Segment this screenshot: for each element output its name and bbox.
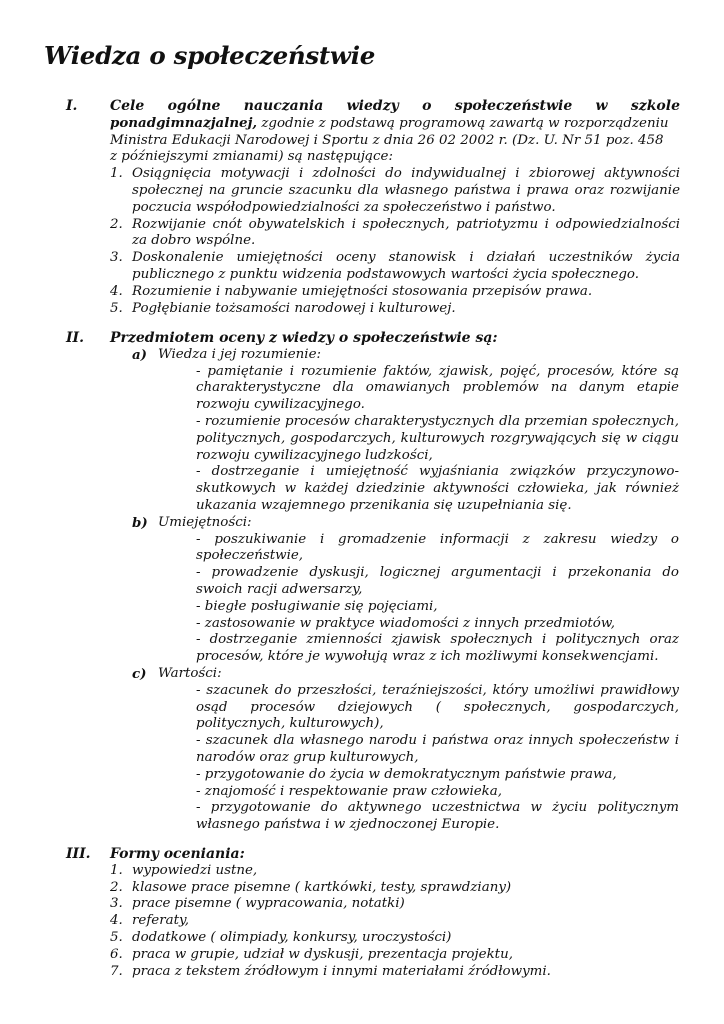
section-3 — [0, 846, 724, 980]
bullet-item: - biegłe posługiwanie się pojęciami, — [196, 598, 438, 614]
list-item: 6. praca w grupie, udział w dyskusji, prezentacja projektu, — [110, 946, 513, 962]
section-intro-3: z późniejszymi zmianami) są następujące: — [110, 149, 393, 165]
bullet-item: - rozumienie procesów charakterystycznych dla przemian społecznych, politycznych, gospodarczych, kulturowych rozgrywających się w ciągu rozwoju cywilizacyjnego ludzkości, — [196, 413, 679, 463]
section-2 — [0, 330, 724, 834]
section-heading: Cele ogólne nauczania wiedzy o społeczeństwie w szkole — [110, 98, 680, 114]
list-item: 2. Rozwijanie cnót obywatelskich i społecznych, patriotyzmu i odpowiedzialności za dobro wspólne. — [110, 216, 680, 249]
page-title: Wiedza o społeczeństwie — [44, 41, 376, 70]
intro-text: zgodnie z podstawą programową zawartą w rozporządzeniu — [257, 115, 669, 131]
list-item: 4. referaty, — [110, 913, 190, 929]
section-heading: Formy oceniania: — [110, 846, 245, 862]
bullet-item: - szacunek dla własnego narodu i państwa oraz innych społeczeństw i narodów oraz grup kulturowych, — [196, 733, 679, 765]
list-item: 2. klasowe prace pisemne ( kartkówki, testy, sprawdziany) — [110, 879, 512, 895]
bullet-item: - poszukiwanie i gromadzenie informacji z zakresu wiedzy o społeczeństwie, — [196, 531, 679, 564]
bullet-item: - dostrzeganie zmienności zjawisk społecznych i politycznych oraz procesów, które je wywołują wraz z ich możliwymi konsekwencjami. — [196, 632, 679, 665]
bullet-item: - znajomość i respektowanie praw człowieka, — [196, 783, 503, 799]
bullet-item: - szacunek do przeszłości, teraźniejszości, który umożliwi prawidłowy osąd procesów dziejowych ( społecznych, gospodarczych, politycznych, kulturowych), — [196, 682, 679, 732]
list-item: 5. dodatkowe ( olimpiady, konkursy, uroczystości) — [110, 929, 452, 945]
section-1 — [0, 98, 724, 317]
bullet-item: - przygotowanie do życia w demokratycznym państwie prawa, — [196, 766, 617, 782]
forms-list — [110, 862, 680, 981]
goals-list — [110, 166, 680, 317]
bullet-item: - przygotowanie do aktywnego uczestnictwa w życiu politycznym własnego państwa i w zjednoczonej Europie. — [196, 800, 679, 833]
section-number: II. — [66, 330, 84, 346]
section-intro-2: Ministra Edukacji Narodowej i Sportu z dnia 26 02 2002 r. (Dz. U. Nr 51 poz. 458 — [110, 132, 664, 148]
bullet-item: - dostrzeganie i umiejętność wyjaśniania związków przyczynowo-skutkowych w każdej dziedzinie aktywności człowieka, jak również ukazania wzajemnego przenikania się uzupełniania się. — [196, 464, 679, 513]
section-number: I. — [66, 98, 78, 114]
list-item: 1. Osiągnięcia motywacji i zdolności do indywidualnej i zbiorowej aktywności społecznej na gruncie szacunku dla własnego państwa i prawa oraz rozwijanie poczucia współodpowiedzialności za społeczeństwo i państwo. — [110, 166, 680, 215]
bullet-item: - zastosowanie w praktyce wiadomości z innych przedmiotów, — [196, 615, 615, 631]
list-item: 5. Pogłębianie tożsamości narodowej i kulturowej. — [110, 300, 456, 316]
section-heading: Przedmiotem oceny z wiedzy o społeczeństwie są: — [110, 330, 498, 346]
section-intro — [110, 115, 680, 133]
list-item: 3. prace pisemne ( wypracowania, notatki) — [110, 896, 405, 912]
section-number: III. — [66, 846, 91, 862]
bullet-item: - prowadzenie dyskusji, logicznej argumentacji i przekonania do swoich racji adwersarzy, — [196, 565, 679, 597]
list-item: 4. Rozumienie i nabywanie umiejętności stosowania przepisów prawa. — [110, 283, 593, 299]
list-item: 1. wypowiedzi ustne, — [110, 862, 258, 878]
section-heading-continuation: ponadgimnazjalnej, — [110, 114, 258, 131]
subsection-c: c) Wartości: — [132, 665, 222, 682]
subsection-a: a) Wiedza i jej rozumienie: — [132, 346, 322, 363]
list-item: 7. praca z tekstem źródłowym i innymi materiałami źródłowymi. — [110, 963, 551, 979]
subsection-b: b) Umiejętności: — [132, 514, 252, 531]
bullet-item: - pamiętanie i rozumienie faktów, zjawisk, pojęć, procesów, które są charakterystyczne dla omawianych problemów na danym etapie rozwoju cywilizacyjnego. — [196, 363, 679, 413]
list-item: 3. Doskonalenie umiejętności oceny stanowisk i działań uczestników życia publicznego z punktu widzenia podstawowych wartości życia społecznego. — [110, 250, 680, 282]
